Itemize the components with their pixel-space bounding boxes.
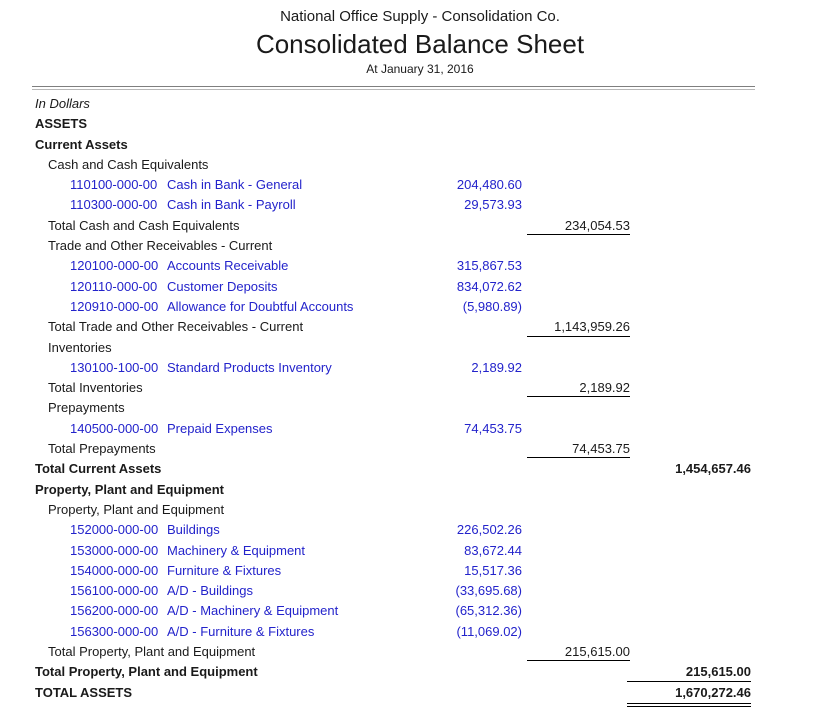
- amount-detail[interactable]: 834,072.62: [456, 278, 522, 294]
- row-label: Prepayments: [48, 400, 125, 416]
- group-row: [0, 338, 840, 358]
- account-code[interactable]: 120100-000-00: [70, 258, 159, 274]
- amount-detail[interactable]: (65,312.36): [455, 603, 522, 619]
- subtotal-row: [0, 317, 840, 337]
- account-row: [0, 256, 840, 276]
- amount-detail[interactable]: 204,480.60: [456, 177, 522, 193]
- report-title: Consolidated Balance Sheet: [255, 29, 585, 59]
- row-label: TOTAL ASSETS: [35, 684, 133, 700]
- note-row: [0, 94, 840, 114]
- subtotal-row: [0, 439, 840, 459]
- account-code[interactable]: 140500-000-00: [70, 420, 159, 436]
- account-name[interactable]: A/D - Machinery & Equipment: [167, 603, 339, 619]
- subtotal-row: [0, 378, 840, 398]
- account-name[interactable]: A/D - Buildings: [167, 583, 253, 599]
- account-code[interactable]: 156300-000-00: [70, 623, 159, 639]
- account-name[interactable]: Cash in Bank - Payroll: [167, 197, 296, 213]
- account-name[interactable]: Prepaid Expenses: [167, 420, 273, 436]
- section-row: [0, 114, 840, 134]
- amount-detail[interactable]: 29,573.93: [464, 197, 522, 213]
- amount-detail[interactable]: (33,695.68): [455, 583, 522, 599]
- account-row: [0, 601, 840, 621]
- amount-total: 1,670,272.46: [627, 683, 751, 703]
- account-name[interactable]: Machinery & Equipment: [167, 542, 306, 558]
- amount-detail[interactable]: 2,189.92: [471, 359, 522, 375]
- account-row: [0, 358, 840, 378]
- account-code[interactable]: 120110-000-00: [70, 278, 158, 294]
- account-row: [0, 622, 840, 642]
- account-code[interactable]: 152000-000-00: [70, 522, 159, 538]
- report-body: [0, 94, 840, 703]
- account-code[interactable]: 110300-000-00: [70, 197, 158, 213]
- row-label: Property, Plant and Equipment: [48, 501, 225, 517]
- account-code[interactable]: 110100-000-00: [70, 177, 158, 193]
- section-row: [0, 480, 840, 500]
- account-row: [0, 175, 840, 195]
- account-row: [0, 581, 840, 601]
- account-row: [0, 561, 840, 581]
- row-label: Total Inventories: [48, 380, 143, 396]
- subtotal-row: [0, 642, 840, 662]
- amount-total: 1,454,657.46: [675, 461, 751, 477]
- group-row: [0, 398, 840, 418]
- account-name[interactable]: Buildings: [167, 522, 220, 538]
- row-label: Inventories: [48, 339, 112, 355]
- account-name[interactable]: Allowance for Doubtful Accounts: [167, 298, 354, 314]
- amount-total: 215,615.00: [627, 662, 751, 682]
- account-row: [0, 541, 840, 561]
- row-label: Total Cash and Cash Equivalents: [48, 217, 240, 233]
- amount-detail[interactable]: 15,517.36: [464, 562, 522, 578]
- amount-detail[interactable]: 74,453.75: [464, 420, 522, 436]
- row-label: Current Assets: [35, 136, 128, 152]
- account-name[interactable]: Customer Deposits: [167, 278, 278, 294]
- company-name: National Office Supply - Consolidation Co.: [280, 8, 560, 25]
- amount-subtotal: 2,189.92: [527, 378, 630, 398]
- amount-subtotal: 234,054.53: [527, 216, 630, 236]
- row-label: Cash and Cash Equivalents: [48, 156, 209, 172]
- sectiontotal-row: [0, 662, 840, 682]
- amount-detail[interactable]: 315,867.53: [456, 258, 522, 274]
- amount-detail[interactable]: (5,980.89): [462, 298, 522, 314]
- row-label: Total Current Assets: [35, 461, 162, 477]
- row-label: Total Property, Plant and Equipment: [35, 664, 258, 680]
- row-label: In Dollars: [35, 96, 90, 111]
- subtotal-row: [0, 216, 840, 236]
- row-label: Total Trade and Other Receivables - Current: [48, 319, 304, 335]
- amount-subtotal: 1,143,959.26: [527, 317, 630, 337]
- row-label: Total Prepayments: [48, 441, 156, 457]
- amount-detail[interactable]: 226,502.26: [456, 522, 522, 538]
- sectiontotal-row: [0, 459, 840, 479]
- account-name[interactable]: Standard Products Inventory: [167, 359, 332, 375]
- group-row: [0, 500, 840, 520]
- group-row: [0, 236, 840, 256]
- account-code[interactable]: 120910-000-00: [70, 298, 159, 314]
- account-code[interactable]: 130100-100-00: [70, 359, 159, 375]
- account-row: [0, 419, 840, 439]
- amount-subtotal: 74,453.75: [527, 439, 630, 459]
- account-name[interactable]: Accounts Receivable: [167, 258, 289, 274]
- group-row: [0, 155, 840, 175]
- row-label: Total Property, Plant and Equipment: [48, 644, 256, 660]
- account-row: [0, 297, 840, 317]
- report-date: At January 31, 2016: [366, 62, 474, 76]
- account-code[interactable]: 156100-000-00: [70, 583, 159, 599]
- account-code[interactable]: 154000-000-00: [70, 562, 159, 578]
- row-label: Trade and Other Receivables - Current: [48, 238, 273, 254]
- amount-detail[interactable]: (11,069.02): [456, 623, 522, 639]
- account-row: [0, 520, 840, 540]
- account-row: [0, 277, 840, 297]
- account-name[interactable]: Cash in Bank - General: [167, 177, 303, 193]
- section-row: [0, 135, 840, 155]
- row-label: Property, Plant and Equipment: [35, 481, 225, 497]
- row-label: ASSETS: [35, 116, 88, 132]
- account-code[interactable]: 153000-000-00: [70, 542, 159, 558]
- amount-subtotal: 215,615.00: [527, 642, 630, 662]
- account-code[interactable]: 156200-000-00: [70, 603, 159, 619]
- amount-detail[interactable]: 83,672.44: [464, 542, 522, 558]
- account-name[interactable]: Furniture & Fixtures: [167, 562, 282, 578]
- account-name[interactable]: A/D - Furniture & Fixtures: [167, 623, 315, 639]
- account-row: [0, 195, 840, 215]
- grandtotal-row: [0, 683, 840, 703]
- header-divider: [32, 86, 755, 90]
